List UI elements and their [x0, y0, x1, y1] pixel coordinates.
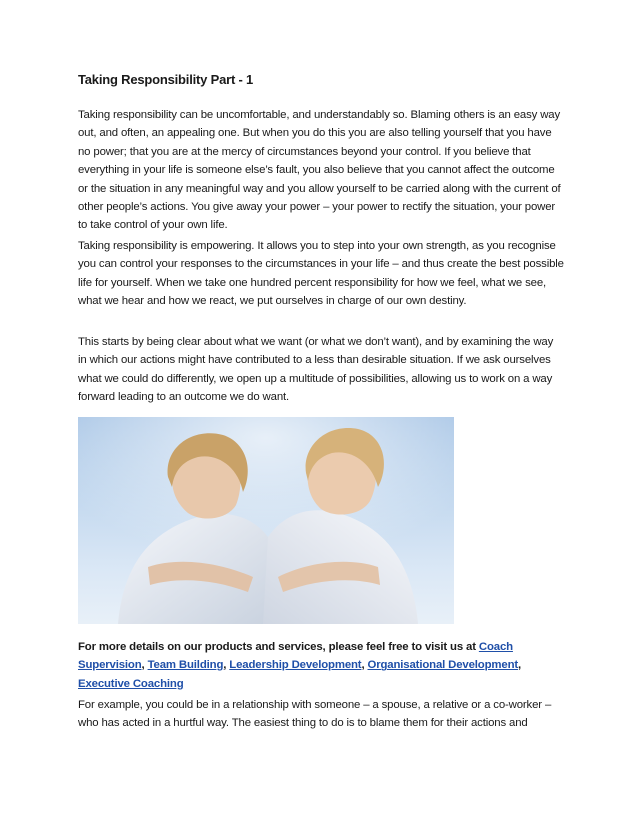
- promo-lead: For more details on our products and services, please feel free to visit us at: [78, 641, 479, 653]
- paragraph-1: Taking responsibility can be uncomfortable, and understandably so. Blaming others is an easy way out, and often, an appealing one. But when you do this you are also telling yourself that you have no power; that you are at the mercy of circumstances beyond your control. If you believe that everything in your life is someone else’s fault, you also believe that you cannot affect the outcome or the situation in any meaningful way and you allow yourself to be carried along with the current of other people’s actions. You give away your power – your power to rectify the situation, your power to take control of your own life.: [78, 109, 561, 232]
- promo-sep: ,: [361, 659, 368, 672]
- photo-illustration: [78, 417, 454, 624]
- organisational-development-link[interactable]: Organisational Development: [367, 659, 519, 672]
- promo-sep: ,: [518, 659, 522, 672]
- promo-sep: ,: [223, 659, 230, 672]
- team-building-link[interactable]: Team Building: [147, 659, 224, 672]
- paragraph-2: Taking responsibility is empowering. It allows you to step into your own strength, as you recognise you can control your responses to the circumstances in your life – and thus create the best possible life for yourself. When we take one hundred percent responsibility for how we feel, what we see, what we hear and how we react, we put ourselves in charge of our own destiny.: [78, 240, 564, 308]
- coach-supervision-link[interactable]: Coach Supervision: [78, 641, 513, 672]
- executive-coaching-link[interactable]: Executive Coaching: [78, 677, 184, 690]
- leadership-development-link[interactable]: Leadership Development: [229, 659, 362, 672]
- paragraph-3: This starts by being clear about what we want (or what we don’t want), and by examining the way in which our actions might have contributed to a less than desirable situation. If we ask ourselves what we could do differently, we open up a multitude of possibilities, allowing us to work on a way forward leading to an outcome we do want.: [78, 336, 554, 404]
- promo-sep: ,: [141, 659, 148, 672]
- two-women-photo: [78, 417, 454, 624]
- paragraph-4: For example, you could be in a relationship with someone – a spouse, a relative or a co-worker – who has acted in a hurtful way. The easiest thing to do is to blame them for their actions and: [78, 699, 552, 730]
- page-title: Taking Responsibility Part - 1: [78, 72, 254, 87]
- promo-paragraph: [78, 638, 564, 693]
